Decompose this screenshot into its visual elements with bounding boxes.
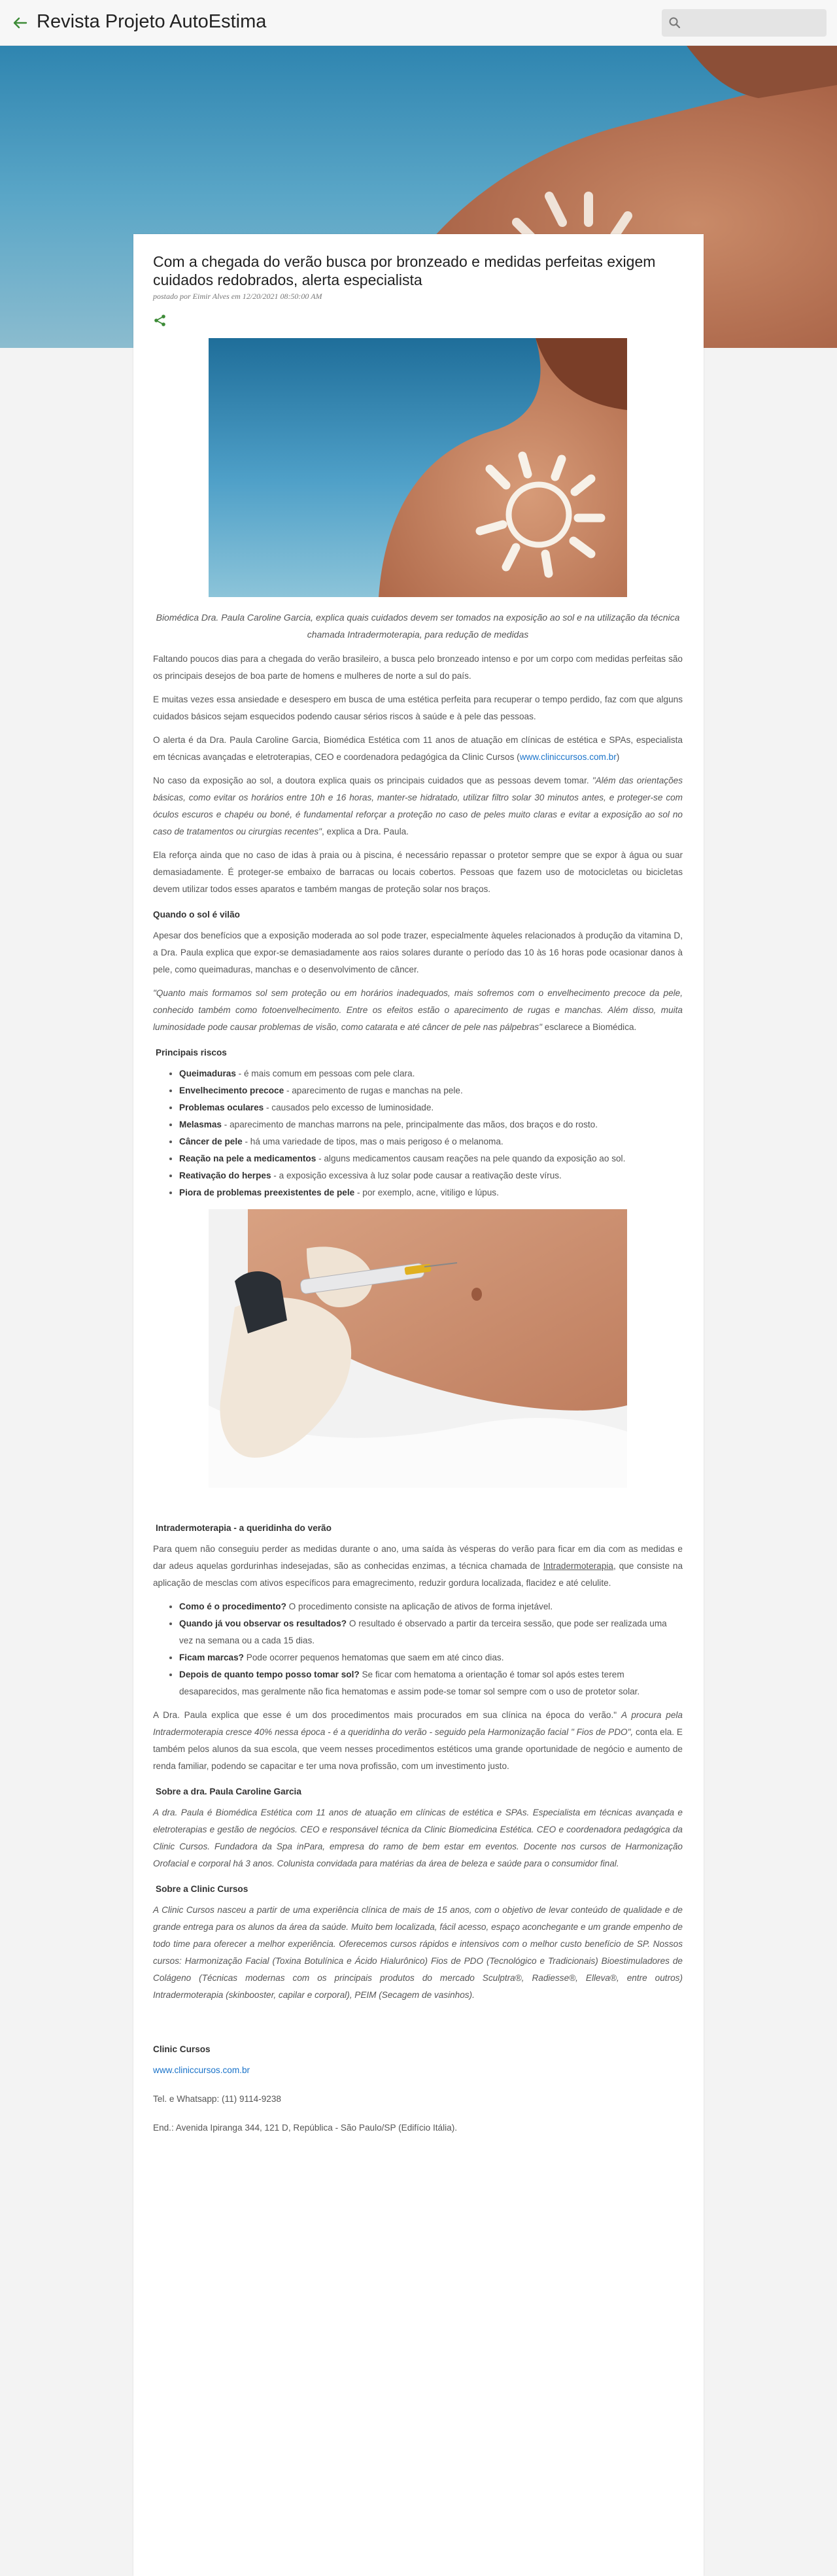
faq-list	[153, 1598, 683, 1700]
paragraph: No caso da exposição ao sol, a doutora explica quais os principais cuidados que as pessoas devem tomar. "Além das orientações básicas, como evitar os horários entre 10h e 16 horas, manter-se hidratado, utilizar filtro solar 30 minutos antes, e proteger-se com óculos escuros e chapéu ou boné, é fundamental reforçar a proteção no caso de peles muito claras e evitar a exposição ao sol no caso de tratamentos ou cirurgias recentes", explica a Dra. Paula.	[153, 776, 683, 836]
paragraph: Apesar dos benefícios que a exposição moderada ao sol pode trazer, especialmente àqueles relacionados à produção da vitamina D, a Dra. Paula explica que expor-se demasiadamente aos raios solares durante o período das 10 às 16 horas pode ocasionar danos à pele, como queimaduras, manchas e o desenvolvimento de câncer.	[153, 931, 683, 974]
section-heading: Sobre a dra. Paula Caroline Garcia	[156, 1787, 301, 1796]
intradermoterapia-link[interactable]: Intradermoterapia	[543, 1561, 613, 1571]
paragraph: O alerta é da Dra. Paula Caroline Garcia, Biomédica Estética com 11 anos de atuação em clínicas de estética e SPAs, especialista em técnicas avançadas e eletroterapias, CEO e coordenadora pedagógica da Clinic Cursos (www.cliniccursos.com.br)	[153, 735, 683, 762]
list-item: • Reação na pele a medicamentos - alguns medicamentos causam reações na pele quando da exposição ao sol.	[179, 1150, 683, 1167]
list-item: • Ficam marcas? Pode ocorrer pequenos hematomas que saem em até cinco dias.	[179, 1649, 683, 1666]
back-button[interactable]	[9, 13, 31, 33]
contact-phone: Tel. e Whatsapp: (11) 9114-9238	[153, 2094, 281, 2104]
share-icon	[153, 313, 167, 328]
search-box[interactable]	[662, 9, 827, 37]
search-icon	[668, 16, 681, 29]
top-bar	[0, 0, 837, 46]
list-item: • Queimaduras - é mais comum em pessoas com pele clara.	[179, 1065, 683, 1082]
contact-website-link[interactable]: www.cliniccursos.com.br	[153, 2065, 250, 2075]
contact-address: End.: Avenida Ipiranga 344, 121 D, República - São Paulo/SP (Edifício Itália).	[153, 2123, 457, 2133]
post-image-injection	[209, 1209, 627, 1488]
list-item: • Reativação do herpes - a exposição excessiva à luz solar pode causar a reativação deste vírus.	[179, 1167, 683, 1184]
paragraph: A Dra. Paula explica que esse é um dos procedimentos mais procurados em sua clínica na época do verão." A procura pela Intradermoterapia cresce 40% nessa época - é a queridinha do verão - seguido pela Harmonização facial " Fios de PDO", conta ela. E também pelos alunos da sua escola, que veem nesses procedimentos estéticos uma grande oportunidade de negócio e aumento de renda familiar, podendo se capacitar e ter uma nova profissão, com um investimento justo.	[153, 1710, 683, 1771]
section-heading: Quando o sol é vilão	[153, 910, 240, 919]
paragraph: "Quanto mais formamos sol sem proteção ou em horários inadequados, mais sofremos com o envelhecimento precoce da pele, conhecido também como fotoenvelhecimento. Entre os efeitos estão o aparecimento de rugas e manchas. Além disso, muita luminosidade pode causar problemas de visão, como catarata e até câncer de pele nas pálpebras" esclarece a Biomédica.	[153, 988, 683, 1032]
post-card	[133, 234, 704, 2576]
post-image-sun-shoulder	[209, 338, 627, 597]
site-title[interactable]: Revista Projeto AutoEstima	[37, 11, 267, 32]
paragraph: E muitas vezes essa ansiedade e desespero em busca de uma estética perfeita para recuperar o tempo perdido, faz com que alguns cuidados básicos sejam esquecidos podendo causar sérios riscos à saúde e à pele das pessoas.	[153, 695, 683, 721]
section-heading: Intradermoterapia - a queridinha do verão	[156, 1523, 332, 1533]
list-item: • Câncer de pele - há uma variedade de tipos, mas o mais perigoso é o melanoma.	[179, 1133, 683, 1150]
list-item: • Envelhecimento precoce - aparecimento de rugas e manchas na pele.	[179, 1082, 683, 1099]
list-item: • Como é o procedimento? O procedimento consiste na aplicação de ativos de forma injetável.	[179, 1598, 683, 1615]
post-title: Com a chegada do verão busca por bronzeado e medidas perfeitas exigem cuidados redobrados, alerta especialista	[153, 253, 656, 288]
list-item: • Problemas oculares - causados pelo excesso de luminosidade.	[179, 1099, 683, 1116]
post-body	[153, 252, 683, 2143]
post-meta: postado por Eimir Alves em 12/20/2021 08:50:00 AM	[153, 292, 322, 301]
image-caption: Biomédica Dra. Paula Caroline Garcia, explica quais cuidados devem ser tomados na exposição ao sol e na utilização da técnica chamada Intradermoterapia, para redução de medidas	[156, 612, 680, 640]
search-input[interactable]	[687, 15, 823, 32]
paragraph: A Clinic Cursos nasceu a partir de uma experiência clínica de mais de 15 anos, com o objetivo de levar conteúdo de qualidade e de grande entrega para os alunos da área da saúde. Muito bem localizada, fácil acesso, espaço aconchegante e um grande empenho de todo time para oferecer a melhor experiência. Oferecemos cursos rápidos e intensivos com o melhor custo benefício de SP. Nossos cursos: Harmonização Facial (Toxina Botulínica e Ácido Hialurônico) Fios de PDO (Tecnológico e Tradicionais) Bioestimuladores de Colágeno (Técnicas modernas com os principais produtos do mercado Sculptra®, Radiesse®, Ellevа®, entre outros) Intradermoterapia (skinbooster, capilar e corporal), PEIM (Secagem de vasinhos).	[153, 1905, 683, 2000]
paragraph: Ela reforça ainda que no caso de idas à praia ou à piscina, é necessário repassar o protetor sempre que se expor à água ou suar demasiadamente. É proteger-se embaixo de barracas ou locais cobertos. Pessoas que fazem uso de motocicletas ou bicicletas devem utilizar todos esses aparatos e também mangas de proteção solar nos braços.	[153, 850, 683, 894]
paragraph: Faltando poucos dias para a chegada do verão brasileiro, a busca pelo bronzeado intenso e por um corpo com medidas perfeitas são os principais desejos de boa parte de homens e mulheres de norte a sul do país.	[153, 654, 683, 681]
list-item: • Melasmas - aparecimento de manchas marrons na pele, principalmente das mãos, dos braços e do rosto.	[179, 1116, 683, 1133]
list-item: • Depois de quanto tempo posso tomar sol? Se ficar com hematoma a orientação é tomar sol após estes terem desaparecidos, mas geralmente não fica hematomas e assim pode-se tomar sol sempre com o uso de protetor solar.	[179, 1666, 683, 1700]
section-heading: Sobre a Clinic Cursos	[156, 1884, 248, 1894]
list-item: • Piora de problemas preexistentes de pele - por exemplo, acne, vitiligo e lúpus.	[179, 1184, 683, 1201]
section-heading: Principais riscos	[156, 1048, 227, 1057]
contact-heading: Clinic Cursos	[153, 2044, 211, 2054]
paragraph: Para quem não conseguiu perder as medidas durante o ano, uma saída às vésperas do verão para ficar em dia com as medidas e dar adeus aquelas gordurinhas indesejadas, são as conhecidas enzimas, a técnica chamada de Intradermoterapia, que consiste na aplicação de mesclas com ativos específicos para emagrecimento, reduzir gordura localizada, flacidez e até celulite.	[153, 1544, 683, 1588]
arrow-back-icon	[13, 17, 27, 29]
share-button[interactable]	[153, 313, 167, 328]
paragraph: A dra. Paula é Biomédica Estética com 11 anos de atuação em clínicas de estética e SPAs. Especialista em técnicas avançada e eletroterapias e gestão de negócios. CEO e responsável técnica da Clinic Biomedicina Estética. CEO e coordenadora pedagógica da Clinic Cursos. Fundadora da Spa inPara, empresa do ramo de bem estar em eventos. Docente nos cursos de Harmonização Orofacial e corporal há 3 anos. Colunista convidada para matérias da área de beleza e saúde para o consumidor final.	[153, 1808, 683, 1868]
contact-link-paragraph	[153, 2062, 683, 2079]
risks-list	[153, 1065, 683, 1201]
list-item: • Quando já vou observar os resultados? O resultado é observado a partir da terceira sessão, que pode ser realizada uma vez na semana ou a cada 15 dias.	[179, 1615, 683, 1649]
cliniccursos-link[interactable]: www.cliniccursos.com.br	[519, 752, 617, 762]
